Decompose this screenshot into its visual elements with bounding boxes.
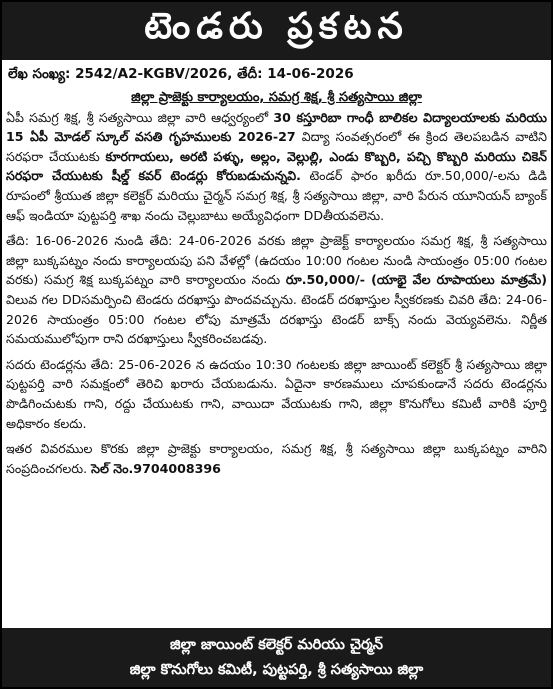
paragraph-4 [6,439,547,478]
signatory-line-1: జిల్లా జాయింట్ కలెక్టర్ మరియు చైర్మన్ [170,636,383,653]
p1-bold-1: 30 కస్తూరిబా గాంధీ బాలికల విద్యాలయాలకు మరియు 15 ఏపీ మోడల్ స్కూల్ వసతి గృహములకు 2026-27 [6,109,547,145]
notice-title: టెండరు ప్రకటన [144,6,409,47]
paragraph-2 [6,231,547,349]
contact-number: సెల్ నెం.9704008396 [91,460,221,476]
p1-text-2: విద్యా సంవత్సరంలో ఈ క్రింద తెలపబడిన వాటిని సరఫరా చేయుటకు [6,129,547,164]
p1-text-3: టెండర్ ఫారం ఖరీదు రూ.50,000/-లను డిడి రూపంలో శ్రీయుత జిల్లా కలెక్టర్ మరియు చైర్మన్ సమగ్ర శిక్ష, శ్రీ సత్యసాయి జిల్లా, వారి పేరున యూనియన్ బ్యాంక్ ఆఫ్ ఇండియా పుట్టపర్తి శాఖ నందు చెల్లుబాటు అయ్యేవిధంగా DDతీయవలెను. [6,168,547,223]
p1-text-1: ఏపీ సమగ్ర శిక్ష, శ్రీ సత్యసాయి జిల్లా వారి ఆధ్వర్యంలో [6,109,274,125]
p4-text-1: ఇతర వివరముల కొరకు జిల్లా ప్రాజెక్టు కార్యాలయం, సమగ్ర శిక్ష, శ్రీ సత్యసాయి జిల్లా బుక్కపట్నం వారిని సంప్రదించగలరు. [6,441,547,476]
signatory-banner [2,628,551,687]
notice-body [6,88,547,484]
p2-text-1: తేది: 16-06-2026 నుండి తేది: 24-06-2026 వరకు జిల్లా ప్రాజెక్ట్ కార్యాలయం సమగ్ర శిక్ష, శ్రీ సత్యసాయి జిల్లా బుక్కపట్నం నందు కార్యాలయపు పని వేళల్లో (ఉదయం 10:00 గంటల నుండి సాయంత్రం 05:00 గంటల వరకు) సమగ్ర శిక్ష బుక్కపట్నం వారి కార్యాలయం నందు [6,233,547,288]
p2-text-2: విలువ గల DDసమర్పించి టెండరు దరఖాస్తు పొందవచ్చును. టెండర్ దరఖాస్తుల స్వీకరణకు చివరి తేది: 24-06-2026 సాయంత్రం 05:00 గంటల లోపు మాత్రమే దరఖాస్తు టెండర్ బాక్స్ నందు వెయ్యవలెను. నిర్ణీత సమయములోపుగా రాని దరఖాస్తులు స్వీకరించబడవు. [6,291,547,347]
paragraph-1 [6,108,547,226]
office-heading: జిల్లా ప్రాజెక్టు కార్యాలయం, సమగ్ర శిక్ష, శ్రీ సత్యసాయి జిల్లా [131,90,422,105]
paragraph-3: సదరు టెండర్లను తేది: 25-06-2026 న ఉదయం 10:30 గంటలకు జిల్లా జాయింట్ కలెక్టర్ శ్రీ సత్యసాయి జిల్లా పుట్టపర్తి వారి సమక్షంలో తెరిచి ఖరారు చేయబడును. ఏదైనా కారణములు చూపకుండానే సదరు టెండర్లను పొడిగించుటకు గాని, రద్దు చేయుటకు గాని, వాయిదా వేయుటకు గాని, జిల్లా కొనుగోలు కమిటీ వారికి పూర్తి అధికారం కలదు. [6,356,547,431]
reference-number: లేఖ సంఖ్య: 2542/A2-KGBV/2026, తేదీ: 14-06-2026 [8,66,354,82]
p1-bold-2: కూరగాయలు, అరటి పళ్ళు, అల్లం, వెల్లుల్లి, ఎండు కొబ్బరి, పచ్చి కొబ్బరి మరియు చికెన్ సరఫరా చేయుటకు షీల్డ్ కవర్ టెండర్లు కోరుబడుచున్నవి. [6,148,547,184]
p2-bold-1: రూ.50,000/- (యాభై వేల రూపాయలు మాత్రమే) [285,272,547,288]
title-banner [2,2,551,60]
signatory-line-2: జిల్లా కొనుగోలు కమిటీ, పుట్టపర్తి, శ్రీ సత్యసాయి జిల్లా [129,661,424,678]
